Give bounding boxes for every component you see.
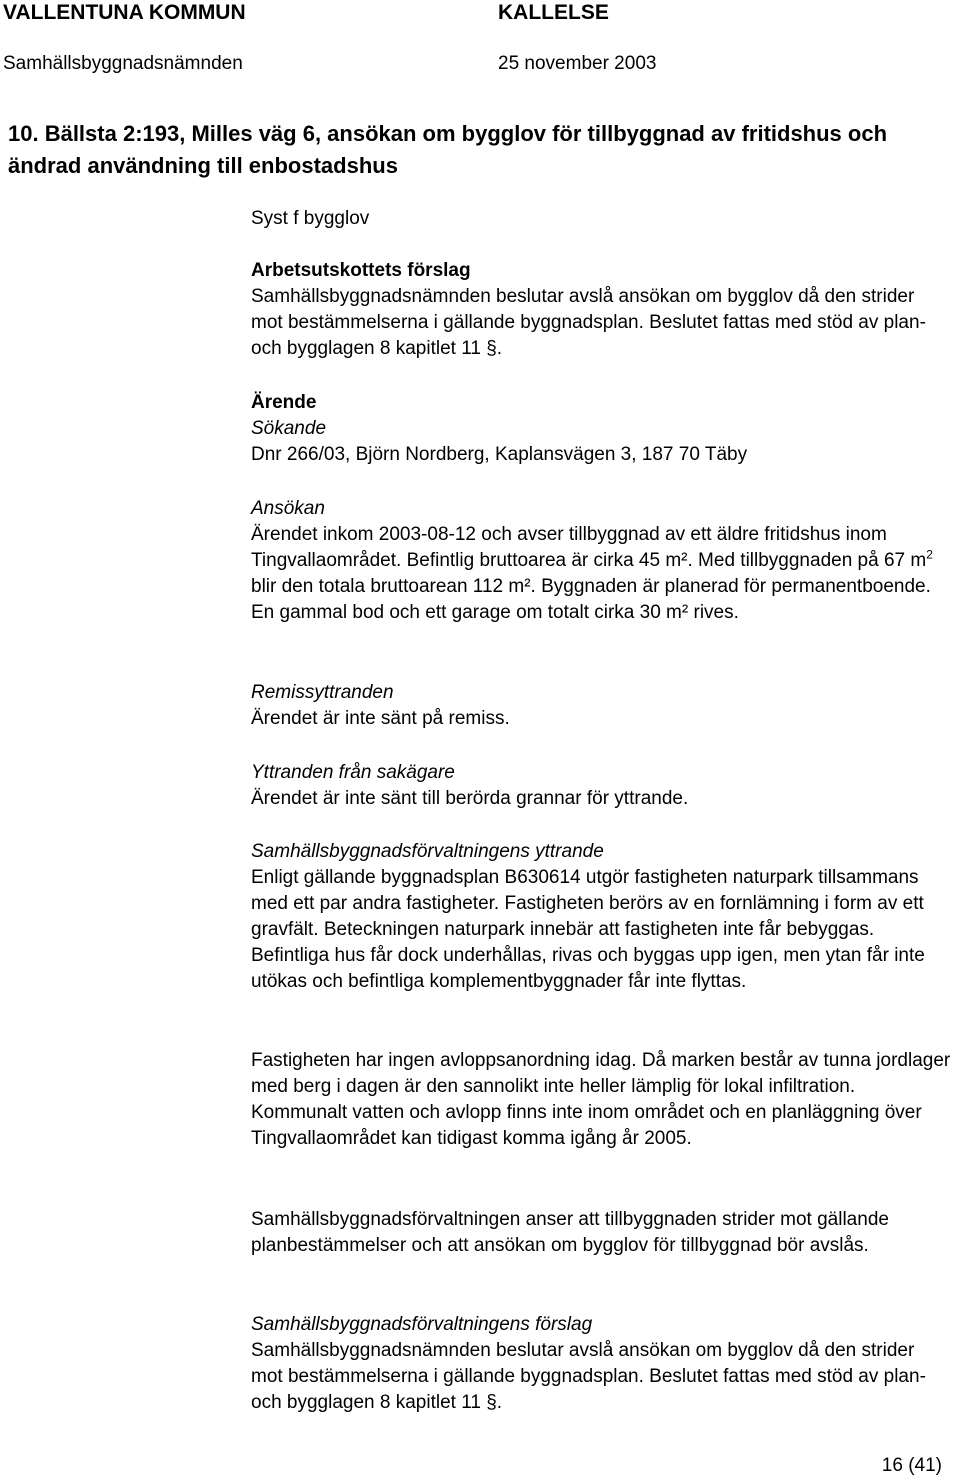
sakagare-section — [251, 760, 951, 812]
au-text: Samhällsbyggnadsnämnden beslutar avslå ansökan om bygglov då den strider mot bestämmelserna i gällande byggnadsplan. Beslutet fattas med stöd av plan- och bygglagen 8 kapitlet 11 §. — [251, 286, 926, 359]
forvaltning-section — [251, 839, 951, 995]
forslag-text: Samhällsbyggnadsnämnden beslutar avslå ansökan om bygglov då den strider mot bestämmelserna i gällande byggnadsplan. Beslutet fattas med stöd av plan- och bygglagen 8 kapitlet 11 §. — [251, 1340, 926, 1413]
au-heading: Arbetsutskottets förslag — [251, 260, 471, 281]
sakagare-text: Ärendet är inte sänt till berörda grannar för yttrande. — [251, 788, 689, 809]
sokande-label: Sökande — [251, 418, 327, 439]
remiss-section — [251, 680, 951, 732]
remiss-text: Ärendet är inte sänt på remiss. — [251, 708, 510, 729]
forvaltning-paragraph-1: Enligt gällande byggnadsplan B630614 utgör fastigheten naturpark tillsammans med ett par andra fastigheter. Fastigheten berörs av en fornlämning i form av ett gravfält. Beteckningen naturpark innebär att fastigheten inte får bebyggas. Befintliga hus får dock underhållas, rivas och byggas upp igen, men ytan får inte utökas och befintliga komplementbyggnader får inte flyttas. — [251, 867, 925, 992]
page-number: 16 (41) — [881, 1455, 942, 1476]
forvaltning-paragraph-3: Samhällsbyggnadsförvaltningen anser att tillbyggnaden strider mot gällande planbestämmelser och att ansökan om bygglov för tillbyggnad bör avslås. — [251, 1209, 889, 1256]
sokande-text: Dnr 266/03, Björn Nordberg, Kaplansvägen 3, 187 70 Täby — [251, 444, 748, 465]
organization-name: VALLENTUNA KOMMUN — [3, 1, 246, 24]
item-title: 10. Bällsta 2:193, Milles väg 6, ansökan om bygglov för tillbyggnad av fritidshus och ändrad användning till enbostadshus — [8, 121, 888, 178]
document-type: KALLELSE — [498, 1, 609, 24]
forvaltning-label: Samhällsbyggnadsförvaltningens yttrande — [251, 841, 604, 862]
meeting-date: 25 november 2003 — [498, 53, 657, 74]
arende-heading: Ärende — [251, 392, 317, 413]
ansokan-text-a: Ärendet inkom 2003-08-12 och avser tillbyggnad av ett äldre fritidshus inom Tingvallaområdet. Befintlig bruttoarea är cirka 45 m². Med tillbyggnaden på 67 m — [251, 524, 927, 571]
ansokan-section — [251, 496, 951, 626]
forslag-label: Samhällsbyggnadsförvaltningens förslag — [251, 1314, 593, 1335]
remiss-label: Remissyttranden — [251, 682, 394, 703]
ansokan-text-b: blir den totala bruttoarean 112 m². Byggnaden är planerad för permanentboende. En gammal bod och ett garage om totalt cirka 30 m² rives. — [251, 576, 931, 623]
ansokan-text — [251, 522, 951, 626]
area-superscript: 2 — [926, 547, 933, 562]
officer: Syst f bygglov — [251, 208, 370, 229]
ansokan-label: Ansökan — [251, 498, 325, 519]
arende-section — [251, 390, 951, 468]
forvaltning-paragraph-2: Fastigheten har ingen avloppsanordning idag. Då marken består av tunna jordlager med berg i dagen är den sannolikt inte heller lämplig för lokal infiltration. Kommunalt vatten och avlopp finns inte inom området och en planläggning över Tingvallaområdet kan tidigast komma igång år 2005. — [251, 1050, 951, 1149]
sakagare-label: Yttranden från sakägare — [251, 762, 455, 783]
forslag-section — [251, 1312, 951, 1416]
au-section — [251, 258, 951, 362]
board-name: Samhällsbyggnadsnämnden — [3, 53, 243, 74]
